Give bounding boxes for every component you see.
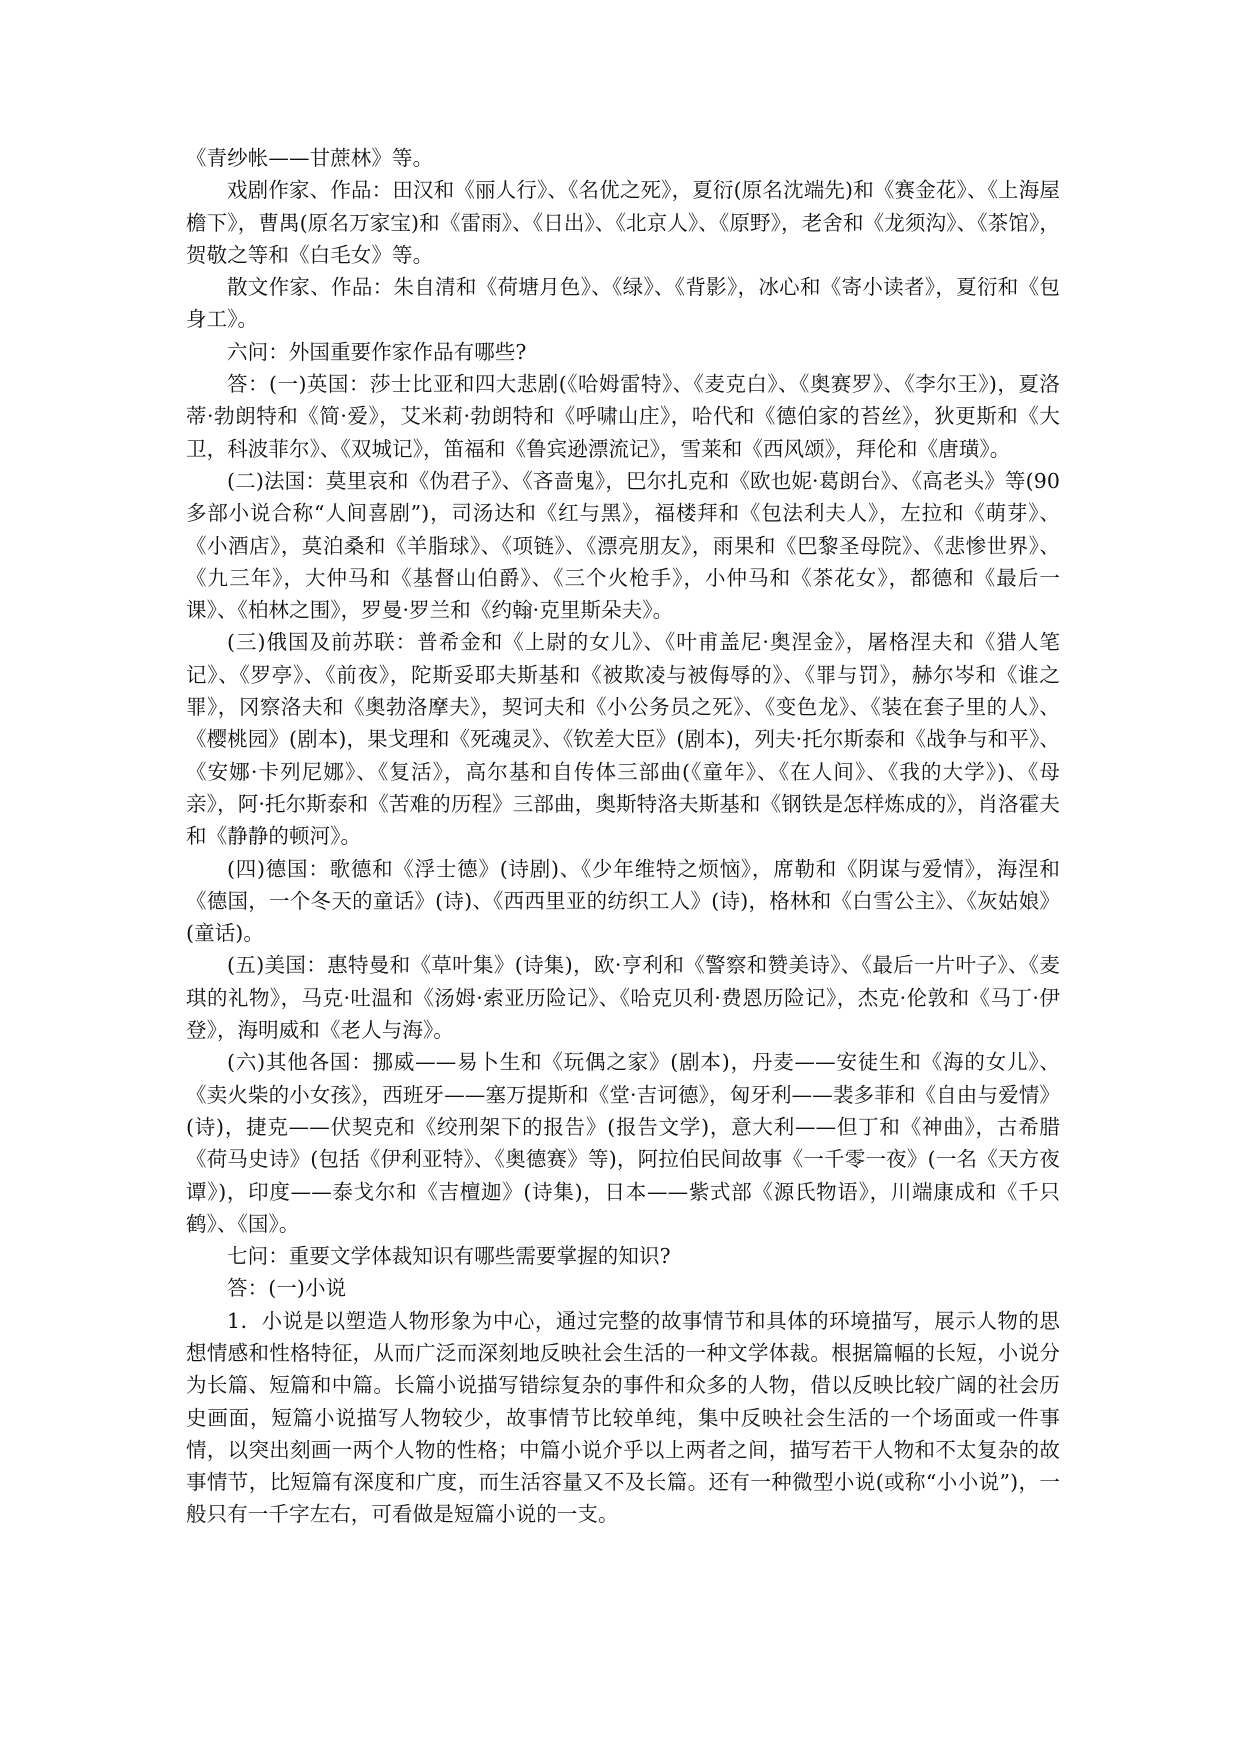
answer-usa: (五)美国：惠特曼和《草叶集》(诗集)，欧·亨利和《警察和赞美诗》、《最后一片叶子》、《麦琪的礼物》，马克·吐温和《汤姆·索亚历险记》、《哈克贝利·费恩历险记》，杰克·伦敦和《马丁·伊登》，海明威和《老人与海》。 — [186, 953, 1060, 1043]
paragraph-continuation: 《青纱帐——甘蔗林》等。 — [186, 146, 434, 170]
answer-france: (二)法国：莫里哀和《伪君子》、《吝啬鬼》，巴尔扎克和《欧也妮·葛朗台》、《高老头》等(90多部小说合称“人间喜剧”)，司汤达和《红与黑》，福楼拜和《包法利夫人》，左拉和《萌芽》、《小酒店》，莫泊桑和《羊脂球》、《项链》、《漂亮朋友》，雨果和《巴黎圣母院》、《悲惨世界》、《九三年》，大仲马和《基督山伯爵》、《三个火枪手》，小仲马和《茶花女》，都德和《最后一课》、《柏林之围》，罗曼·罗兰和《约翰·克里斯朵夫》。 — [186, 468, 1060, 623]
answer-germany: (四)德国：歌德和《浮士德》(诗剧)、《少年维特之烦恼》，席勒和《阴谋与爱情》，海涅和《德国，一个冬天的童话》(诗)、《西西里亚的纺织工人》(诗)，格林和《白雪公主》、《灰姑娘》(童话)。 — [186, 856, 1060, 946]
document-body — [186, 142, 1060, 1531]
answer-other-countries: (六)其他各国：挪威——易卜生和《玩偶之家》(剧本)，丹麦——安徒生和《海的女儿》、《卖火柴的小女孩》，西班牙——塞万提斯和《堂·吉诃德》，匈牙利——裴多菲和《自由与爱情》(诗)，捷克——伏契克和《绞刑架下的报告》(报告文学)，意大利——但丁和《神曲》，古希腊《荷马史诗》(包括《伊利亚特》、《奥德赛》等)，阿拉伯民间故事《一千零一夜》(一名《天方夜谭》)，印度——泰戈尔和《吉檀迦》(诗集)，日本——紫式部《源氏物语》，川端康成和《千只鹤》、《国》。 — [186, 1050, 1060, 1236]
paragraph-novel-definition: 1．小说是以塑造人物形象为中心，通过完整的故事情节和具体的环境描写，展示人物的思想情感和性格特征，从而广泛而深刻地反映社会生活的一种文学体裁。根据篇幅的长短，小说分为长篇、短篇和中篇。长篇小说描写错综复杂的事件和众多的人物，借以反映比较广阔的社会历史画面，短篇小说描写人物较少，故事情节比较单纯，集中反映社会生活的一个场面或一件事情，以突出刻画一两个人物的性格；中篇小说介乎以上两者之间，描写若干人物和不太复杂的故事情节，比短篇有深度和广度，而生活容量又不及长篇。还有一种微型小说(或称“小小说”)，一般只有一千字左右，可看做是短篇小说的一支。 — [186, 1308, 1060, 1527]
answer-novel-heading: 答：(一)小说 — [227, 1276, 347, 1301]
paragraph-prose-writers: 散文作家、作品：朱自清和《荷塘月色》、《绿》、《背影》，冰心和《寄小读者》，夏衍和《包身工》。 — [186, 275, 1060, 332]
answer-england: 答：(一)英国：莎士比亚和四大悲剧(《哈姆雷特》、《麦克白》、《奥赛罗》、《李尔王》)，夏洛蒂·勃朗特和《简·爱》，艾米莉·勃朗特和《呼啸山庄》，哈代和《德伯家的苔丝》，狄更斯和《大卫，科波菲尔》、《双城记》，笛福和《鲁宾逊漂流记》，雪莱和《西风颂》，拜伦和《唐璜》。 — [186, 372, 1060, 461]
answer-russia: (三)俄国及前苏联：普希金和《上尉的女儿》、《叶甫盖尼·奥涅金》，屠格涅夫和《猎人笔记》、《罗亭》、《前夜》，陀斯妥耶夫斯基和《被欺凌与被侮辱的》、《罪与罚》，赫尔岑和《谁之罪》，冈察洛夫和《奥勃洛摩夫》，契诃夫和《小公务员之死》、《变色龙》、《装在套子里的人》、《樱桃园》(剧本)，果戈理和《死魂灵》、《钦差大臣》(剧本)，列夫·托尔斯泰和《战争与和平》、《安娜·卡列尼娜》、《复活》，高尔基和自传体三部曲(《童年》、《在人间》、《我的大学》)、《母亲》，阿·托尔斯泰和《苦难的历程》三部曲，奥斯特洛夫斯基和《钢铁是怎样炼成的》，肖洛霍夫和《静静的顿河》。 — [186, 630, 1060, 849]
question-seven: 七问：重要文学体裁知识有哪些需要掌握的知识? — [227, 1244, 671, 1269]
question-six: 六问：外国重要作家作品有哪些? — [227, 339, 527, 364]
paragraph-drama-writers: 戏剧作家、作品：田汉和《丽人行》、《名优之死》，夏衍(原名沈端先)和《赛金花》、《上海屋檐下》，曹禺(原名万家宝)和《雷雨》、《日出》、《北京人》、《原野》，老舍和《龙须沟》、《茶馆》，贺敬之等和《白毛女》等。 — [186, 178, 1060, 267]
